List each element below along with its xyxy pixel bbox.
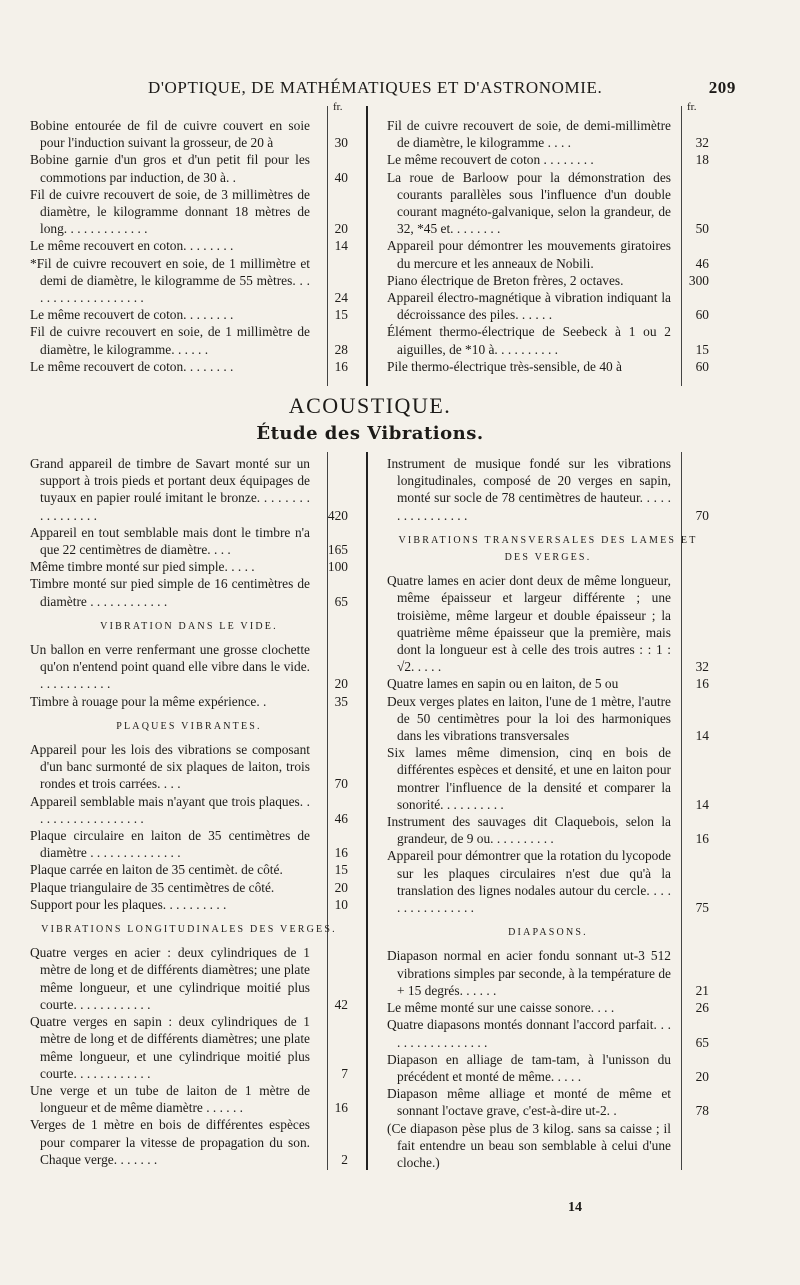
currency-label-right: fr.: [687, 101, 697, 113]
entry-price: 70: [695, 507, 709, 523]
entry-price: 16: [334, 1100, 348, 1116]
entry-description: Bobine entourée de fil de cuivre couvert en soie pour l'induction suivant la grosseur, de 20 à: [30, 118, 310, 151]
catalog-entry: [387, 744, 709, 813]
catalog-entry: [30, 306, 348, 323]
entry-description: Fil de cuivre recouvert en soie, de 1 millimètre de diamètre, le kilogramme. . . . . .: [30, 324, 310, 357]
catalog-entry: [30, 575, 348, 609]
entry-price: 65: [334, 593, 348, 609]
entry-description: Le même recouvert de coton. . . . . . . .: [30, 307, 234, 323]
entry-price: 40: [334, 169, 348, 185]
catalog-entry: [30, 1116, 348, 1168]
catalog-entry: [30, 117, 348, 151]
entry-description: Quatre verges en acier : deux cylindriques de 1 mètre de long et de différents diamètres; une plate même longueur, et une cylindrique moitié plus courte. . . . . . . . . . . .: [30, 945, 310, 1012]
entry-price: 60: [695, 358, 709, 374]
catalog-entry: [387, 323, 709, 357]
entry-price: 7: [341, 1065, 348, 1081]
entry-price: 14: [334, 238, 348, 254]
entry-price: 100: [327, 559, 348, 575]
entry-price: 2: [341, 1151, 348, 1167]
entry-description: Un ballon en verre renfermant une grosse clochette qu'on n'entend point quand elle vibre dans le vide. . . . . . . . . . . .: [30, 642, 310, 692]
entry-description: Instrument des sauvages dit Claquebois, selon la grandeur, de 9 ou. . . . . . . . . .: [387, 814, 671, 847]
entry-price: 20: [334, 879, 348, 895]
entry-description: Quatre diapasons montés donnant l'accord parfait. . . . . . . . . . . . . . . . .: [387, 1017, 671, 1050]
catalog-entry: [30, 861, 348, 878]
entry-description: Diapason en alliage de tam-tam, à l'unisson du précédent et monté de même. . . . .: [387, 1051, 671, 1084]
column-divider-bottom: [366, 452, 368, 1170]
entry-description: Verges de 1 mètre en bois de différentes espèces pour comparer la vitesse de propagation du son. Chaque verge. . . . . . .: [30, 1117, 310, 1167]
catalog-entry: [387, 272, 709, 289]
entry-description: Une verge et un tube de laiton de 1 mètre de longueur et de même diamètre . . . . . .: [30, 1082, 310, 1116]
entry-price: 70: [334, 776, 348, 792]
catalog-entry: [30, 741, 348, 793]
entry-description: Piano électrique de Breton frères, 2 octaves.: [387, 272, 624, 288]
entry-description: Appareil pour démontrer que la rotation du lycopode sur les plaques circulaires n'est due qu'à la translation des lignes nodales autour du cercle. . . . . . . . . . . . . . . .: [387, 848, 671, 916]
entry-price: 35: [334, 693, 348, 709]
entry-description: Fil de cuivre recouvert de soie, de 3 millimètres de diamètre, le kilogramme donnant 18 mètres de long. . . . . . . . . . . . .: [30, 186, 310, 237]
entry-price: 65: [695, 1034, 709, 1050]
subsection-heading: PLAQUES VIBRANTES.: [116, 720, 262, 732]
signature-mark: 14: [568, 1200, 582, 1215]
catalog-entry: [387, 675, 709, 692]
entry-description: La roue de Barloow pour la démonstration des courants parallèles sous l'influence d'un double courant magnéto-galvanique, selon la grandeur, de 32, *45 et. . . . . . . .: [387, 169, 671, 237]
acoustique-right-column: [387, 455, 709, 1171]
entry-price: 28: [334, 341, 348, 357]
currency-label-left: fr.: [333, 101, 343, 113]
entry-price: 14: [695, 796, 709, 812]
acoustique-left-column: [30, 455, 348, 1168]
catalog-entry: [30, 151, 348, 185]
catalog-entry: [30, 641, 348, 693]
catalog-entry: [387, 572, 709, 675]
top-left-column: [30, 117, 348, 375]
entry-price: 42: [334, 996, 348, 1012]
entry-price: 75: [695, 900, 709, 916]
entry-description: Plaque carrée en laiton de 35 centimèt. de côté.: [30, 862, 283, 878]
catalog-entry: [387, 999, 709, 1016]
catalog-entry: [30, 827, 348, 861]
entry-price: 24: [334, 290, 348, 306]
catalog-entry: [30, 1082, 348, 1116]
top-right-column: [387, 117, 709, 375]
entry-price: 46: [695, 255, 709, 271]
catalog-entry: [387, 947, 709, 999]
catalog-entry: [30, 1013, 348, 1082]
catalog-entry: [387, 237, 709, 271]
entry-description: Plaque triangulaire de 35 centimètres de côté.: [30, 879, 275, 895]
catalog-entry: [30, 237, 348, 254]
catalog-entry: [387, 151, 709, 168]
running-title: D'OPTIQUE, DE MATHÉMATIQUES ET D'ASTRONOMIE.: [148, 78, 603, 97]
entry-description: Support pour les plaques. . . . . . . . . .: [30, 896, 227, 912]
entry-price: 20: [695, 1068, 709, 1084]
entry-price: 16: [334, 845, 348, 861]
catalog-entry: [30, 879, 348, 896]
catalog-entry: [30, 524, 348, 558]
entry-price: 20: [334, 676, 348, 692]
entry-price: 15: [334, 307, 348, 323]
entry-description: Le même monté sur une caisse sonore. . . .: [387, 1000, 615, 1016]
catalog-entry: [30, 693, 348, 710]
entry-price: 18: [695, 152, 709, 168]
entry-description: Six lames même dimension, cinq en bois de différentes espèces et densité, et une en laiton pour montrer l'influence de la densité et comparer la sonorité. . . . . . . . . .: [387, 745, 671, 812]
page-number: 209: [708, 78, 736, 97]
entry-description: Deux verges plates en laiton, l'une de 1 mètre, l'autre de 50 centimètres pour la loi des harmoniques dans les vibrations transversales: [387, 693, 671, 744]
subsection-heading: VIBRATIONS LONGITUDINALES DES VERGES.: [41, 924, 337, 936]
catalog-entry: [30, 558, 348, 575]
catalog-entry: [387, 358, 709, 375]
entry-price: 16: [334, 358, 348, 374]
entry-price: 14: [695, 728, 709, 744]
entry-description: Quatre lames en sapin ou en laiton, de 5 ou: [387, 676, 619, 692]
entry-price: 16: [695, 831, 709, 847]
entry-description: Le même recouvert en coton. . . . . . . .: [30, 238, 234, 254]
entry-price: 46: [334, 810, 348, 826]
entry-price: 165: [327, 542, 348, 558]
entry-price: 60: [695, 307, 709, 323]
catalog-entry: [387, 1120, 709, 1172]
entry-description: Fil de cuivre recouvert de soie, de demi-millimètre de diamètre, le kilogramme . . . .: [387, 118, 671, 151]
entry-description: Appareil pour démontrer les mouvements giratoires du mercure et les anneaux de Nobili.: [387, 238, 671, 271]
catalog-entry: [387, 117, 709, 151]
entry-description: Appareil semblable mais n'ayant que trois plaques. . . . . . . . . . . . . . . . . .: [30, 793, 310, 826]
entry-description: (Ce diapason pèse plus de 3 kilog. sans sa caisse ; il fait entendre un beau son semblable à celui d'une cloche.): [387, 1120, 671, 1170]
catalog-entry: [387, 847, 709, 916]
catalog-entry: [30, 323, 348, 357]
entry-price: 420: [327, 507, 348, 523]
catalog-entry: [30, 186, 348, 238]
entry-description: Timbre à rouage pour la même expérience. .: [30, 693, 267, 709]
section-title: ACOUSTIQUE.: [288, 393, 452, 418]
subsection-heading: DIAPASONS.: [508, 927, 588, 939]
running-head: [148, 78, 736, 100]
catalog-entry: [387, 169, 709, 238]
entry-price: 26: [695, 1000, 709, 1016]
catalog-entry: [30, 944, 348, 1013]
entry-description: Timbre monté sur pied simple de 16 centimètres de diamètre . . . . . . . . . . . .: [30, 576, 310, 609]
column-divider-top: [366, 106, 368, 386]
catalog-entry: [387, 1016, 709, 1050]
entry-description: Bobine garnie d'un gros et d'un petit fil pour les commotions par induction, de 30 à. .: [30, 152, 310, 185]
entry-description: Grand appareil de timbre de Savart monté sur un support à trois pieds et portant deux équipages de tuyaux en papier roulé imitant le bronze. . . . . . . . . . . . . . . . .: [30, 456, 310, 523]
entry-description: Appareil pour les lois des vibrations se composant d'un banc surmonté de six plaques de laiton, trois rondes et trois carrées. . . .: [30, 742, 310, 792]
entry-price: 20: [334, 221, 348, 237]
entry-description: Le même recouvert de coton. . . . . . . .: [30, 358, 234, 374]
subsection-heading: VIBRATIONS TRANSVERSALES DES LAMES ET DES VERGES.: [398, 534, 698, 564]
entry-description: Élément thermo-électrique de Seebeck à 1 ou 2 aiguilles, de *10 à. . . . . . . . . .: [387, 324, 671, 357]
catalog-entry: [30, 255, 348, 307]
entry-price: 10: [334, 896, 348, 912]
entry-description: Le même recouvert de coton . . . . . . . .: [387, 152, 594, 168]
catalog-entry: [30, 793, 348, 827]
entry-price: 30: [334, 135, 348, 151]
catalog-entry: [387, 455, 709, 524]
entry-description: Appareil en tout semblable mais dont le timbre n'a que 22 centimètres de diamètre. . . .: [30, 524, 310, 558]
catalog-entry: [387, 813, 709, 847]
entry-description: Quatre lames en acier dont deux de même longueur, même épaisseur et largeur différente ; une troisième, même largeur et double épaisseur ; la quatrième même épaisseur que la première, mais dont la longueur est à celle des trois autres : : 1 : √2. . . . .: [387, 573, 671, 675]
entry-price: 50: [695, 221, 709, 237]
entry-description: Même timbre monté sur pied simple. . . . .: [30, 559, 255, 575]
entry-description: Appareil électro-magnétique à vibration indiquant la décroissance des piles. . . . . .: [387, 290, 671, 323]
catalog-entry: [387, 1051, 709, 1085]
entry-price: 21: [695, 982, 709, 998]
catalog-entry: [30, 896, 348, 913]
entry-description: Plaque circulaire en laiton de 35 centimètres de diamètre . . . . . . . . . . . . . .: [30, 828, 310, 861]
entry-price: 300: [688, 272, 709, 288]
entry-price: 32: [695, 135, 709, 151]
subsection-heading: VIBRATION DANS LE VIDE.: [100, 620, 278, 632]
catalog-entry: [387, 289, 709, 323]
catalog-entry: [30, 455, 348, 524]
entry-price: 15: [334, 862, 348, 878]
catalog-entry: [387, 693, 709, 745]
entry-price: 78: [695, 1103, 709, 1119]
entry-description: Diapason normal en acier fondu sonnant ut-3 512 vibrations simples par seconde, à la température de + 15 degrés. . . . . .: [387, 948, 671, 998]
entry-description: Quatre verges en sapin : deux cylindriques de 1 mètre de long et de différents diamètres; une plate même longueur, et une cylindrique moitié plus courte. . . . . . . . . . . .: [30, 1014, 310, 1081]
entry-price: 32: [695, 659, 709, 675]
entry-price: 15: [695, 341, 709, 357]
catalog-entry: [30, 358, 348, 375]
entry-description: *Fil de cuivre recouvert en soie, de 1 millimètre et demi de diamètre, le kilogramme de 55 mètres. . . . . . . . . . . . . . . . . . .: [30, 255, 310, 306]
entry-description: Diapason même alliage et monté de même et sonnant l'octave grave, c'est-à-dire ut-2. .: [387, 1086, 671, 1119]
catalog-entry: [387, 1085, 709, 1119]
section-subtitle: Étude des Vibrations.: [256, 423, 484, 444]
entry-description: Instrument de musique fondé sur les vibrations longitudinales, composé de 20 verges en sapin, monté sur socle de 78 centimètres de hauteur. . . . . . . . . . . . . . . .: [387, 456, 671, 523]
entry-price: 16: [695, 676, 709, 692]
entry-description: Pile thermo-électrique très-sensible, de 40 à: [387, 358, 622, 374]
